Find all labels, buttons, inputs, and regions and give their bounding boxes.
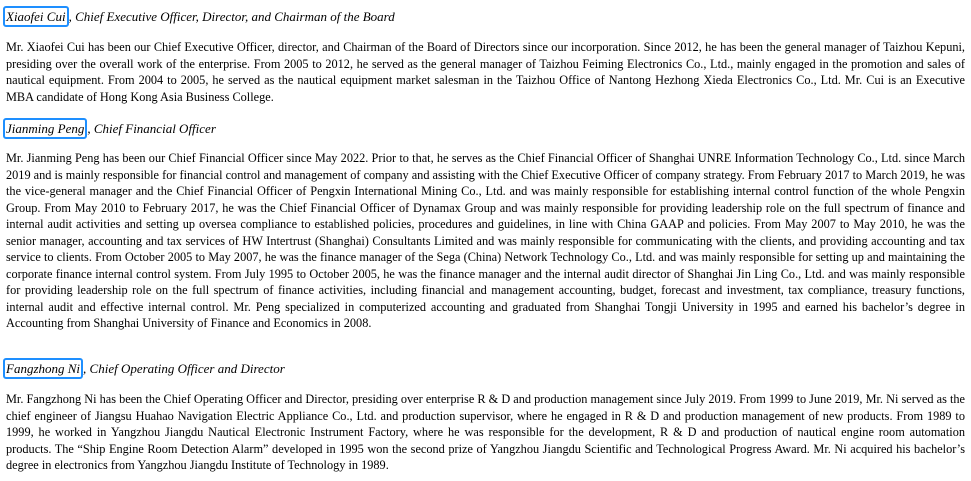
officer-title: , Chief Executive Officer, Director, and Chairman of the Board (68, 9, 395, 24)
officer-heading (6, 6, 395, 27)
officer-bio: Mr. Fangzhong Ni has been the Chief Operating Officer and Director, presiding over enterprise R & D and production management since July 2019. From 1999 to June 2019, Mr. Ni served as the chief engineer of Jiangsu Huahao Navigation Electric Appliance Co., Ltd. and production supervisor, where he engaged in R & D and production management of new products. From 1989 to 1999, he worked in Yangzhou Jiangdu Nautical Electronic Instrument Factory, where he was responsible for the development, R & D and production of nautical engine room automation products. The “Ship Engine Room Detection Alarm” developed in 1995 won the second prize of Yangzhou Jiangdu Scientific and Technological Progress Award. Mr. Ni acquired his bachelor’s degree in electronics from Yangzhou Jiangdu Institute of Technology in 1989. (6, 392, 965, 472)
officer-name-highlight[interactable] (3, 358, 83, 379)
officer-bio: Mr. Jianming Peng has been our Chief Financial Officer since May 2022. Prior to that, he serves as the Chief Financial Officer of Shanghai UNRE Information Technology Co., Ltd. since March 2019 and is mainly responsible for financial control and management of company and assisting with the Chief Executive Officer of company strategy. From February 2017 to March 2019, he was the vice-general manager and the Chief Financial Officer of Pengxin International Mining Co., Ltd. and was mainly responsible for establishing internal control function of the whole Pengxin Group. From May 2010 to February 2017, he was the Chief Financial Officer of Dynamax Group and was mainly responsible for providing leadership role on the full spectrum of finance and internal audit activities and setting up oversea compliance to established policies, procedures and guidelines, in line with China GAAP and policies. From May 2007 to May 2010, he was the senior manager, accounting and tax services of HW Intertrust (Shanghai) Consultants Limited and was mainly responsible for communicating with the clients, and providing accounting and tax service to clients. From October 2005 to May 2007, he was the finance manager of the Sega (China) Network Technology Co., Ltd. and was mainly responsible for setting up and maintaining the corporate finance internal control system. From July 1995 to October 2005, he was the finance manager and the internal audit director of Shanghai Jin Ling Co., Ltd. and was mainly responsible for providing leadership role on the full spectrum of finance activities, including financial and management accounting, budget, forecast and investment, tax compliance, treasury functions, internal audit and effective internal control. Mr. Peng specialized in computerized accounting and graduated from Shanghai Tongji University in 1995 and earned his bachelor’s degree in Accounting from Shanghai University of Finance and Economics in 2008. (6, 151, 965, 330)
officer-name-highlight[interactable] (3, 6, 69, 27)
officer-bio: Mr. Xiaofei Cui has been our Chief Executive Officer, director, and Chairman of the Board of Directors since our incorporation. Since 2012, he has been the general manager of Taizhou Kepuni, presiding over the overall work of the enterprise. From 2005 to 2012, he served as the general manager of Taizhou Feiming Electronics Co., Ltd., mainly engaged in the promotion and sales of nautical equipment. From 2004 to 2005, he served as the nautical equipment market salesman in the Taizhou Office of Nantong Hezhong Xieda Electronics Co., Ltd. Mr. Cui is an Executive MBA candidate of Hong Kong Asia Business College. (6, 40, 965, 104)
officer-name: Fangzhong Ni (6, 361, 81, 376)
officer-title: , Chief Operating Officer and Director (83, 361, 285, 376)
officer-title: , Chief Financial Officer (87, 121, 216, 136)
officer-name: Jianming Peng (6, 121, 85, 136)
officer-heading (6, 118, 216, 139)
officer-name: Xiaofei Cui (6, 9, 66, 24)
officer-name-highlight[interactable] (3, 118, 87, 139)
officer-heading (6, 358, 285, 379)
